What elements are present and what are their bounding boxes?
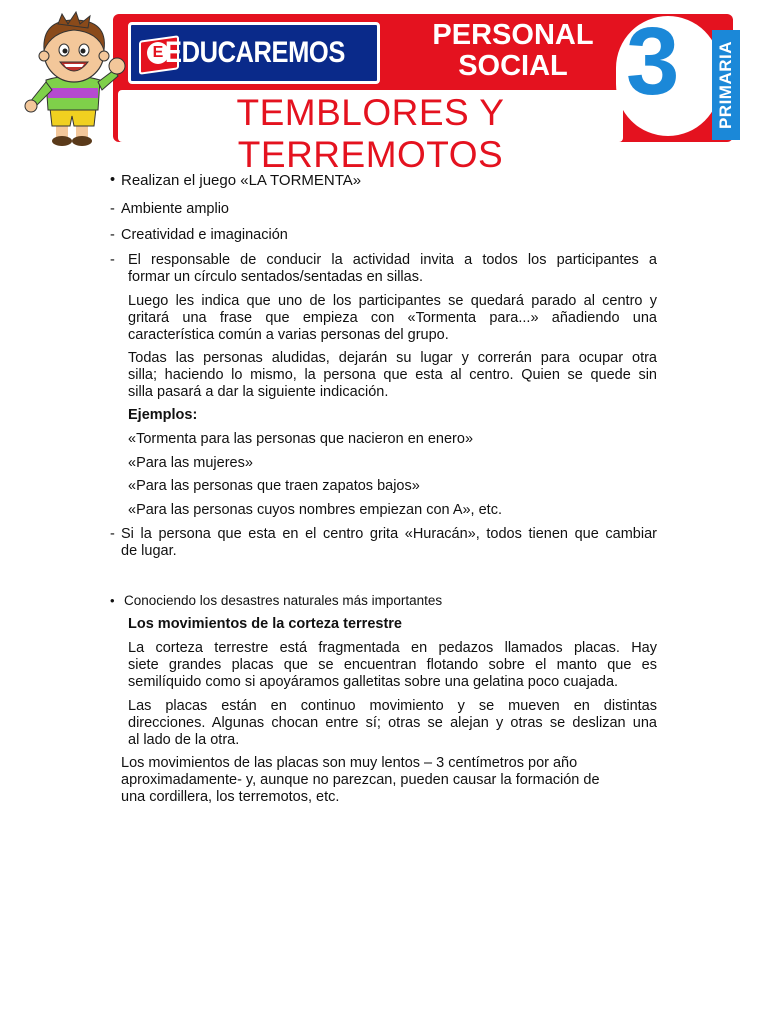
subject-title	[413, 20, 613, 82]
examples-label: Ejemplos:	[128, 407, 198, 423]
example-line: «Tormenta para las personas que nacieron en enero»	[128, 431, 474, 447]
logo-badge-letter: E	[147, 42, 169, 64]
topic-title: TEMBLORES Y TERREMOTOS	[236, 92, 505, 175]
paragraph-line: de lugar.	[121, 543, 177, 559]
paragraph-line: direcciones. Algunas chocan entre sí; otras se alejan y otras se deslizan una	[128, 715, 657, 731]
paragraph-line: El responsable de conducir la actividad invita a todos los participantes a	[128, 252, 657, 268]
paragraph-line: aproximadamente- y, aunque no parezcan, pueden causar la formación de	[121, 772, 600, 788]
paragraph-line: una cordillera, los terremotos, etc.	[121, 789, 340, 805]
bullet-marker: •	[110, 593, 115, 608]
paragraph-line: formar un círculo sentados/sentadas en sillas.	[128, 269, 423, 285]
paragraph-line: Los movimientos de las placas son muy lentos – 3 centímetros por año	[121, 755, 578, 771]
educaremos-logo	[128, 22, 380, 84]
paragraph-line: al lado de la otra.	[128, 732, 240, 748]
paragraph-line: Luego les indica que uno de los participantes se quedará parado al centro y	[128, 293, 657, 309]
paragraph-line: Si la persona que esta en el centro grita «Huracán», todos tienen que cambiar	[121, 526, 657, 542]
list-item: Ambiente amplio	[121, 201, 229, 217]
level-label: PRIMARIA	[716, 40, 735, 130]
section2-subheading: Los movimientos de la corteza terrestre	[128, 616, 402, 632]
paragraph-line: gritará una frase que empieza con «Tormenta para...» añadiendo una	[128, 310, 657, 326]
section2-heading: Conociendo los desastres naturales más importantes	[124, 593, 443, 608]
list-item: Creatividad e imaginación	[121, 227, 288, 243]
dash-marker: -	[110, 201, 115, 217]
dash-marker: -	[110, 252, 115, 268]
header-banner	[18, 8, 736, 175]
paragraph-line: característica común a varias personas del grupo.	[128, 327, 449, 343]
paragraph-line: Las placas están en continuo movimiento y se mueven en distintas	[128, 698, 657, 714]
book-logo-icon	[137, 32, 164, 74]
example-line: «Para las personas cuyos nombres empiezan con A», etc.	[128, 502, 502, 518]
brand-name: EDUCAREMOS	[165, 36, 346, 69]
grade-ordinal-suffix: o	[700, 44, 713, 66]
example-line: «Para las mujeres»	[128, 455, 253, 471]
dash-marker: -	[110, 526, 115, 542]
boy-mascot-illustration	[18, 10, 128, 147]
paragraph-line: semilíquido como si apoyáramos galletitas sobre una gelatina poco cuajada.	[128, 674, 619, 690]
paragraph-line: silla; haciendo lo mismo, la persona que esta al centro. Quien se quede sin	[128, 367, 657, 383]
grade-number: 3	[626, 8, 680, 115]
dash-marker: -	[110, 227, 115, 243]
example-line: «Para las personas que traen zapatos bajos»	[128, 478, 420, 494]
level-tag	[712, 30, 740, 140]
paragraph-line: silla pasará a dar la siguiente indicación.	[128, 384, 389, 400]
paragraph-line: La corteza terrestre está fragmentada en pedazos llamados placas. Hay	[128, 640, 657, 656]
topic-title-box	[118, 90, 623, 175]
paragraph-line: Todas las personas aludidas, dejarán su lugar y correrán para ocupar otra	[128, 350, 657, 366]
section1-heading: Realizan el juego «LA TORMENTA»	[121, 172, 362, 189]
bullet-marker: •	[110, 172, 116, 188]
subject-line-2: SOCIAL	[458, 50, 568, 82]
subject-line-1: PERSONAL	[432, 19, 594, 51]
paragraph-line: siete grandes placas que se encuentran flotando sobre el manto que es	[128, 657, 657, 673]
